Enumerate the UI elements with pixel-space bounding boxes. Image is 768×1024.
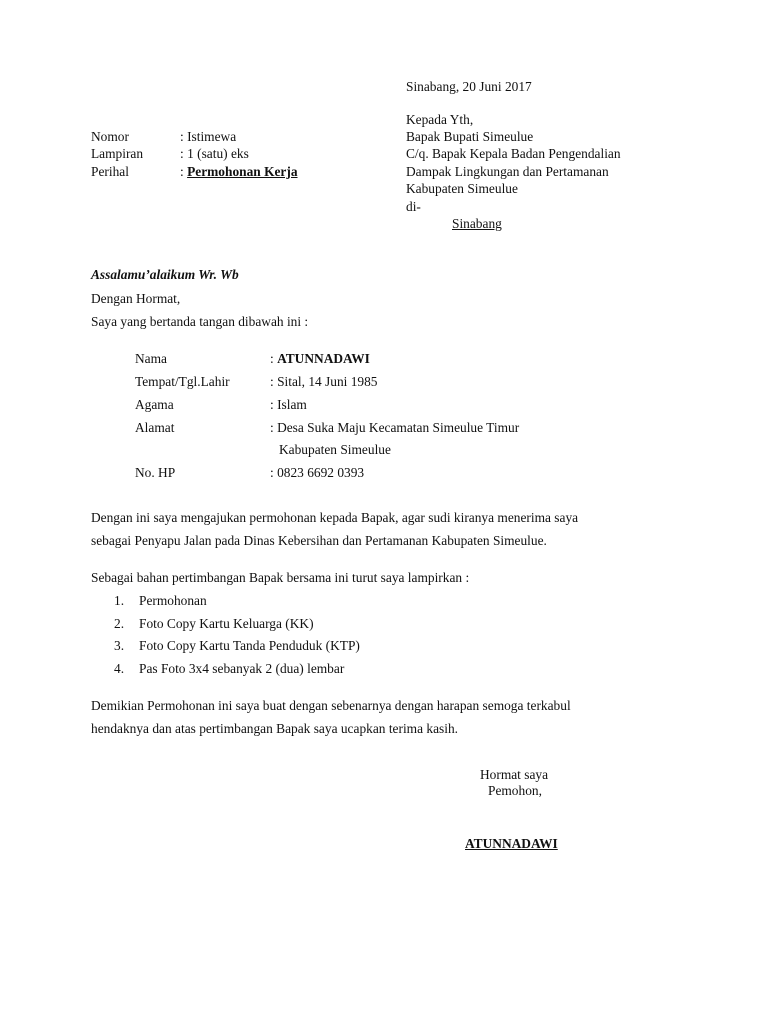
attachment-num: 3. [114, 638, 125, 653]
recipient-city: Sinabang [452, 216, 502, 231]
paragraph-closing-line-1: Demikian Permohonan ini saya buat dengan sebenarnya dengan harapan semoga terkabul [91, 698, 571, 713]
identity-label-ttl: Tempat/Tgl.Lahir [135, 374, 230, 389]
paragraph-closing [91, 694, 678, 740]
perihal-row [180, 163, 298, 180]
attachment-num: 2. [114, 616, 125, 631]
lampiran-label: Lampiran [91, 146, 144, 161]
identity-value-nama [270, 350, 370, 367]
closing-hormat: Hormat saya [480, 767, 549, 782]
attachments-intro: Sebagai bahan pertimbangan Bapak bersama ini turut saya lampirkan : [91, 570, 470, 585]
intro-text: Saya yang bertanda tangan dibawah ini : [91, 314, 309, 329]
identity-label-nama: Nama [135, 351, 167, 366]
nomor-value: : Istimewa [180, 129, 237, 144]
identity-label-alamat: Alamat [135, 420, 175, 435]
recipient-di: di- [406, 199, 421, 214]
salutation: Dengan Hormat, [91, 291, 181, 306]
attachment-text: Foto Copy Kartu Tanda Penduduk (KTP) [139, 638, 360, 653]
attachment-num: 1. [114, 593, 125, 608]
identity-value-agama: : Islam [270, 397, 307, 412]
identity-name: ATUNNADAWI [277, 351, 370, 366]
identity-value-hp: : 0823 6692 0393 [270, 465, 365, 480]
signature-name: ATUNNADAWI [465, 836, 558, 851]
paragraph-request-line-1: Dengan ini saya mengajukan permohonan kepada Bapak, agar sudi kiranya menerima saya [91, 510, 579, 525]
identity-label-agama: Agama [135, 397, 174, 412]
paragraph-closing-line-2: hendaknya dan atas pertimbangan Bapak saya ucapkan terima kasih. [91, 721, 458, 736]
identity-label-hp: No. HP [135, 465, 176, 480]
identity-colon: : [270, 351, 278, 366]
closing-pemohon: Pemohon, [488, 783, 542, 798]
recipient-line-1: Bapak Bupati Simeulue [406, 129, 534, 144]
nomor-label: Nomor [91, 129, 129, 144]
perihal-colon: : [180, 164, 188, 179]
perihal-label: Perihal [91, 164, 129, 179]
recipient-line-4: Kabupaten Simeulue [406, 181, 518, 196]
attachment-text: Permohonan [139, 593, 207, 608]
paragraph-request-line-2: sebagai Penyapu Jalan pada Dinas Kebersihan dan Pertamanan Kabupaten Simeulue. [91, 533, 547, 548]
paragraph-request [91, 506, 678, 552]
recipient-line-3: Dampak Lingkungan dan Pertamanan [406, 164, 609, 179]
attachment-num: 4. [114, 661, 125, 676]
identity-value-alamat: : Desa Suka Maju Kecamatan Simeulue Timur [270, 420, 520, 435]
identity-value-ttl: : Sital, 14 Juni 1985 [270, 374, 378, 389]
lampiran-value: : 1 (satu) eks [180, 146, 249, 161]
attachment-text: Foto Copy Kartu Keluarga (KK) [139, 616, 314, 631]
identity-value-alamat-2: Kabupaten Simeulue [279, 442, 391, 457]
place-date: Sinabang, 20 Juni 2017 [406, 79, 532, 94]
greeting: Assalamu’alaikum Wr. Wb [91, 267, 239, 282]
perihal-value: Permohonan Kerja [187, 164, 298, 179]
attachment-text: Pas Foto 3x4 sebanyak 2 (dua) lembar [139, 661, 345, 676]
recipient-line-2: C/q. Bapak Kepala Badan Pengendalian [406, 146, 621, 161]
recipient-kepada: Kepada Yth, [406, 112, 474, 127]
